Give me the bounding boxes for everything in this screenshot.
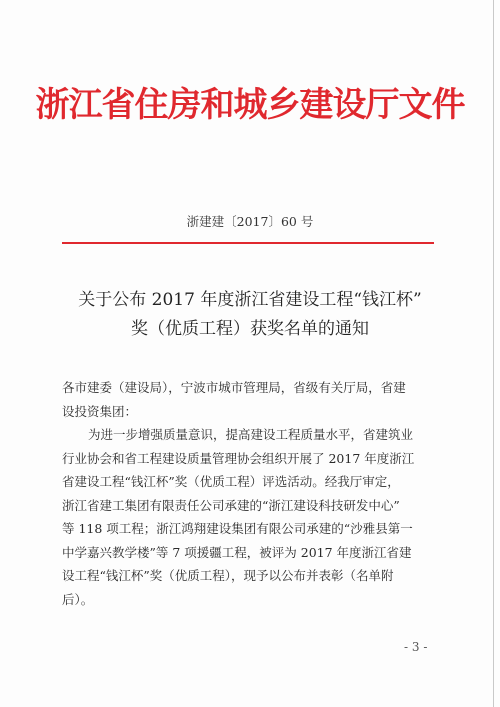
paragraph-line: 浙江省建工集团有限责任公司承建的“浙江建设科技研发中心” <box>62 497 400 513</box>
paragraph-line: 行业协会和省工程建设质量管理协会组织开展了 2017 年度浙江 <box>62 450 415 466</box>
paragraph-line: 等 118 项工程；浙江鸿翔建设集团有限公司承建的“沙雅县第一 <box>62 521 413 536</box>
red-divider-line <box>62 242 434 244</box>
notice-title <box>40 286 460 344</box>
paragraph-line: 后）。 <box>62 591 94 607</box>
masthead-title: 浙江省住房和城乡建设厅文件 <box>35 85 465 125</box>
notice-body <box>62 376 442 611</box>
paragraph-line: 中学嘉兴教学楼”等 7 项援疆工程，被评为 2017 年度浙江省建 <box>62 544 412 560</box>
paragraph-line: 为进一步增强质量意识，提高建设工程质量水平，省建筑业 <box>88 427 414 442</box>
paragraph-line: 省建设工程“钱江杯”奖（优质工程）评选活动。经我厅审定， <box>62 474 400 489</box>
salutation-line: 各市建委（建设局），宁波市城市管理局，省级有关厅局，省建 <box>62 380 406 395</box>
notice-title-line: 关于公布 2017 年度浙江省建设工程“钱江杯” <box>78 290 422 310</box>
salutation-line: 设投资集团： <box>62 403 138 419</box>
page-edge-line <box>493 0 494 707</box>
document-number: 浙建建〔2017〕60 号 <box>186 214 314 229</box>
notice-title-line: 奖（优质工程）获奖名单的通知 <box>131 319 369 339</box>
paragraph-line: 设工程“钱江杯”奖（优质工程），现予以公布并表彰（名单附 <box>62 568 394 583</box>
page-number: - 3 - <box>404 640 428 654</box>
